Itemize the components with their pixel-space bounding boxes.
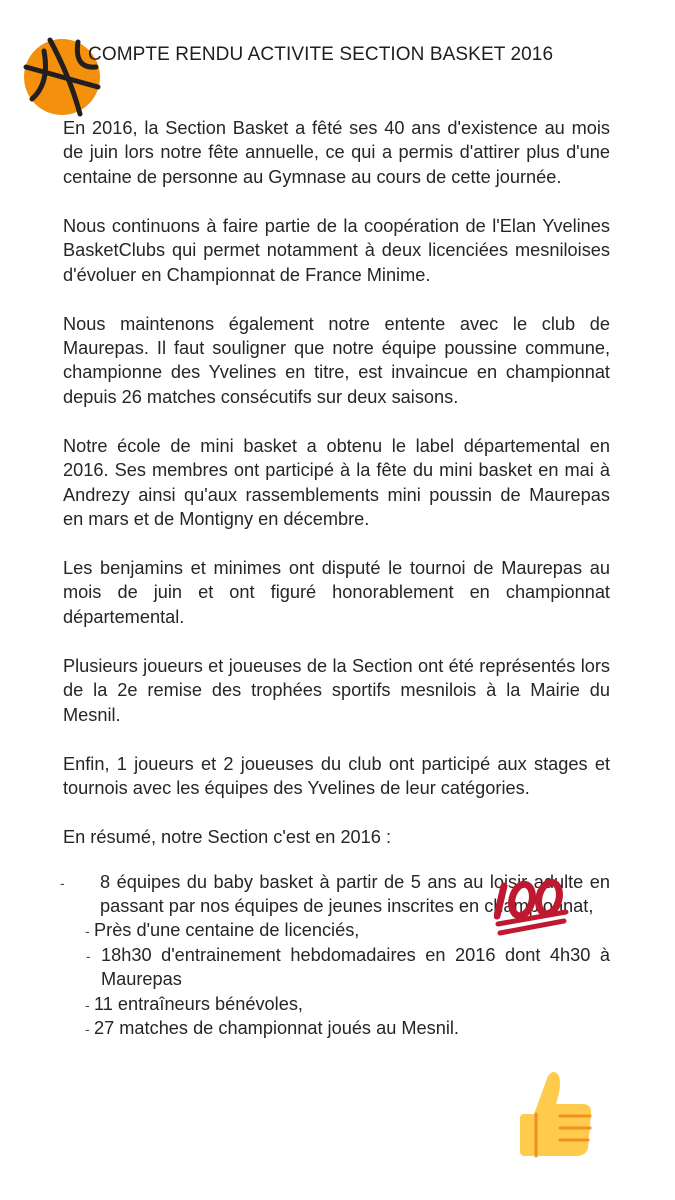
list-marker: - (85, 1020, 90, 1037)
list-item: - 8 équipes du baby basket à partir de 5 ans au loisir adulte en passant par nos équipes de jeunes inscrites en championnat, (60, 871, 610, 916)
hundred-points-icon (494, 874, 570, 938)
summary-intro: En résumé, notre Section c'est en 2016 : (63, 827, 392, 848)
thumbs-up-icon (514, 1068, 596, 1160)
list-marker: - (60, 874, 65, 891)
list-item: - 27 matches de championnat joués au Mesnil. (94, 1016, 610, 1040)
paragraph-trophees: Plusieurs joueurs et joueuses de la Section ont été représentés lors de la 2e remise des trophées sportifs mesnilois à la Mairie du Mesnil. (63, 655, 610, 725)
list-item: - 18h30 d'entrainement hebdomadaires en 2016 dont 4h30 à Maurepas (86, 944, 610, 990)
list-marker: - (85, 996, 90, 1013)
list-marker: - (86, 947, 91, 964)
paragraph-cooperation: Nous continuons à faire partie de la coopération de l'Elan Yvelines BasketClubs qui permet notamment à deux licenciées mesniloises d'évoluer en Championnat de France Minime. (63, 215, 610, 285)
paragraph-maurepas-entente: Nous maintenons également notre entente avec le club de Maurepas. Il faut souligner que notre équipe poussine commune, championne des Yvelines en titre, est invaincue en championnat depuis 26 matches consécutifs sur deux saisons. (63, 313, 610, 407)
page-title: COMPTE RENDU ACTIVITE SECTION BASKET 2016 (88, 44, 554, 65)
paragraph-benjamins-minimes: Les benjamins et minimes ont disputé le tournoi de Maurepas au mois de juin et ont figuré honorablement en championnat départemental. (63, 558, 610, 627)
paragraph-mini-basket: Notre école de mini basket a obtenu le label départemental en 2016. Ses membres ont participé à la fête du mini basket en mai à Andrezy ainsi qu'aux rassemblements mini poussin de Maurepas en mars et de Montigny en décembre. (63, 435, 610, 530)
list-item: - 11 entraîneurs bénévoles, (94, 992, 610, 1016)
paragraph-anniversary: En 2016, la Section Basket a fêté ses 40 ans d'existence au mois de juin lors notre fête annuelle, ce qui a permis d'attirer plus d'une centaine de personne au Gymnase au cours de cette journée. (63, 118, 610, 187)
list-item: - Près d'une centaine de licenciés, (94, 918, 610, 942)
paragraph-stages: Enfin, 1 joueurs et 2 joueuses du club ont participé aux stages et tournois avec les équipes des Yvelines de leur catégories. (63, 753, 610, 799)
list-marker: - (85, 923, 90, 940)
